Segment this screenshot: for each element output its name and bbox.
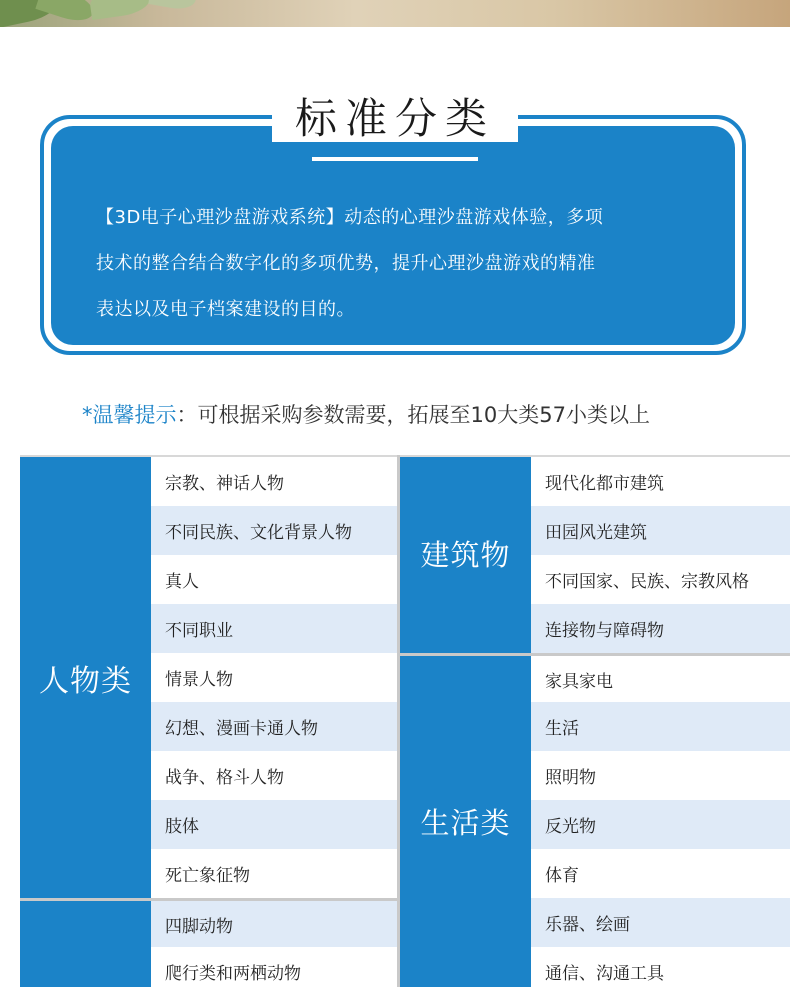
category-life: 生活类	[400, 653, 531, 987]
list-item: 真人	[151, 555, 397, 604]
leaf-decoration	[148, 0, 197, 12]
list-item: 连接物与障碍物	[531, 604, 790, 653]
list-item: 死亡象征物	[151, 849, 397, 898]
list-item: 不同国家、民族、宗教风格	[531, 555, 790, 604]
list-item: 田园风光建筑	[531, 506, 790, 555]
list-item: 肢体	[151, 800, 397, 849]
intro-line: 【3D电子心理沙盘游戏系统】动态的心理沙盘游戏体验，多项	[96, 207, 604, 228]
tip-label: *温馨提示	[82, 403, 177, 427]
list-item: 爬行类和两栖动物	[151, 947, 397, 987]
list-item: 照明物	[531, 751, 790, 800]
list-item: 战争、格斗人物	[151, 751, 397, 800]
intro-line: 表达以及电子档案建设的目的。	[96, 299, 355, 320]
list-item: 不同民族、文化背景人物	[151, 506, 397, 555]
list-item: 现代化都市建筑	[531, 457, 790, 506]
list-item: 宗教、神话人物	[151, 457, 397, 506]
list-item: 乐器、绘画	[531, 898, 790, 947]
list-item: 情景人物	[151, 653, 397, 702]
list-item: 幻想、漫画卡通人物	[151, 702, 397, 751]
category-buildings-label: 建筑物	[420, 537, 511, 572]
list-item: 生活	[531, 702, 790, 751]
header-photo	[0, 0, 790, 27]
list-item: 体育	[531, 849, 790, 898]
category-animals	[20, 898, 151, 987]
list-item: 反光物	[531, 800, 790, 849]
title-underline	[312, 157, 478, 161]
list-item: 家具家电	[531, 653, 790, 702]
leaf-decoration	[88, 0, 151, 20]
category-buildings	[400, 457, 531, 653]
list-item: 不同职业	[151, 604, 397, 653]
list-item: 四脚动物	[151, 898, 397, 947]
list-item: 通信、沟通工具	[531, 947, 790, 987]
intro-line: 技术的整合结合数字化的多项优势，提升心理沙盘游戏的精准	[96, 253, 596, 274]
intro-text	[96, 195, 706, 333]
category-table	[20, 455, 790, 987]
tip-text: ：可根据采购参数需要，拓展至10大类57小类以上	[176, 403, 650, 427]
tip-note	[82, 399, 650, 429]
category-people: 人物类	[20, 457, 151, 898]
page-title: 标准分类	[294, 94, 495, 143]
